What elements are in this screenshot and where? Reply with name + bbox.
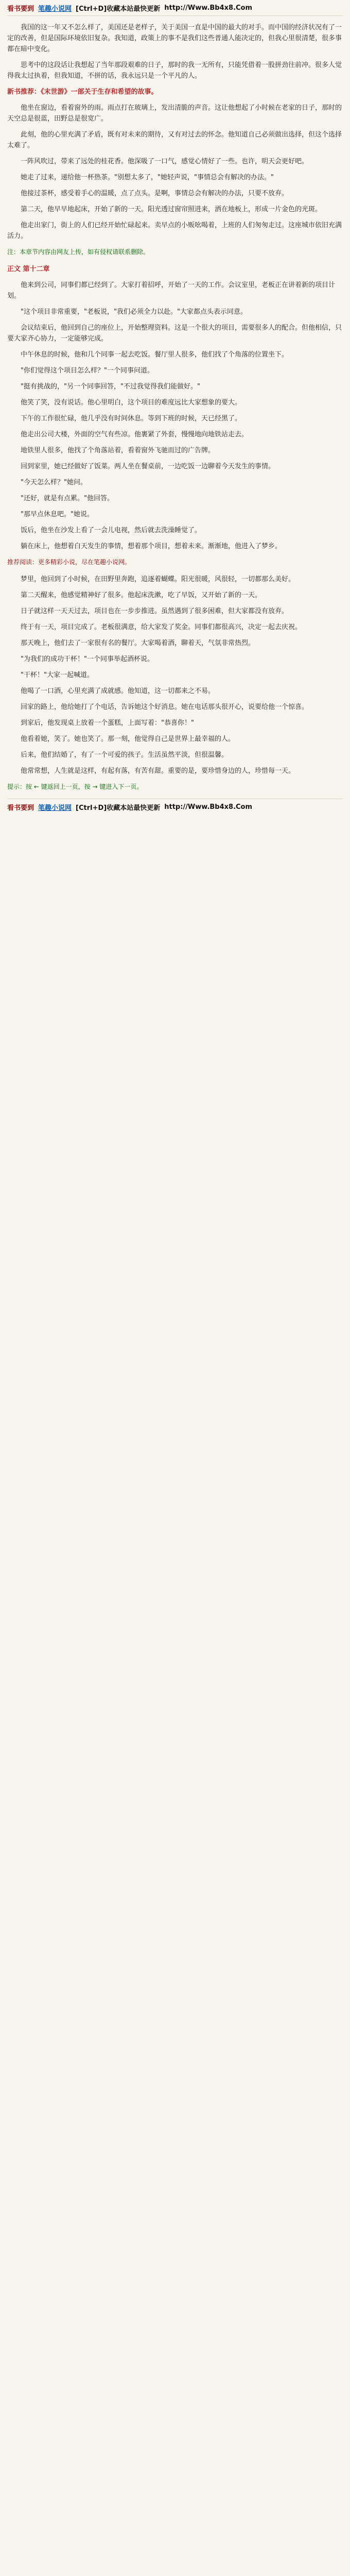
paragraph: 躺在床上，他想着白天发生的事情，想着那个项目，想着未来。渐渐地，他进入了梦乡。 xyxy=(21,543,282,550)
paragraph: 此刻，他的心里充满了矛盾，既有对未来的期待，又有对过去的怀念。他知道自己必须做出选择，但这个选择太难了。 xyxy=(7,131,342,149)
paragraph: 他来到公司，同事们都已经到了。大家打着招呼，开始了一天的工作。会议室里，老板正在讲着新的项目计划。 xyxy=(7,281,336,300)
paragraph: 日子就这样一天天过去，项目也在一步步推进。虽然遇到了很多困难，但大家都没有放弃。 xyxy=(21,607,289,615)
ad-text[interactable]: 推荐阅读：更多精彩小说，尽在笔趣小说网。 xyxy=(7,558,131,566)
paragraph: 思考中的这段话让我想起了当年那段艰难的日子，那时的我一无所有，只能凭借着一股拼劲往前冲。很多人觉得我太过执着，但我知道，不拼的话，我永远只是一个平凡的人。 xyxy=(7,61,342,80)
paragraph: 回家的路上，他给她打了个电话，告诉她这个好消息。她在电话那头很开心，说要给他一个惊喜。 xyxy=(21,703,309,711)
paragraph: 他喝了一口酒，心里充满了成就感。他知道，这一切都来之不易。 xyxy=(21,687,215,695)
navigation-hint: 提示：按 ← 键返回上一页，按 → 键进入下一页。 xyxy=(7,783,143,790)
site-brand-text: 看书要到 xyxy=(7,804,34,812)
paragraph: 他走出家门，街上的人们已经开始忙碌起来。卖早点的小贩吆喝着，上班的人们匆匆走过。这座城市依旧充满活力。 xyxy=(7,222,342,240)
paragraph: 他走出公司大楼，外面的空气有些凉。他裹紧了外套，慢慢地向地铁站走去。 xyxy=(21,431,249,438)
page xyxy=(0,0,350,818)
paragraph: 第二天醒来，他感觉精神好了很多。他起床洗漱，吃了早饭，又开始了新的一天。 xyxy=(21,591,262,599)
bookmark-hint: [Ctrl+D]收藏本站最快更新 xyxy=(76,804,161,812)
paragraph: 他看着她，笑了。她也笑了。那一刻，他觉得自己是世界上最幸福的人。 xyxy=(21,735,235,743)
paragraph: 他坐在窗边，看着窗外的雨。雨点打在玻璃上，发出清脆的声音。这让他想起了小时候在老家的日子，那时的天空总是很蓝，田野总是很宽广。 xyxy=(7,104,342,123)
bookmark-hint: [Ctrl+D]收藏本站最快更新 xyxy=(76,5,161,13)
paragraph: "为我们的成功干杯！"一个同事举起酒杯说。 xyxy=(21,655,154,663)
paragraph: 中午休息的时候，他和几个同事一起去吃饭。餐厅里人很多，他们找了个角落的位置坐下。 xyxy=(21,351,289,359)
paragraph: "干杯！"大家一起喊道。 xyxy=(21,671,94,679)
paragraph: 回到家里，她已经做好了饭菜。两人坐在餐桌前，一边吃饭一边聊着今天发生的事情。 xyxy=(21,463,275,470)
paragraph: 那天晚上，他们去了一家很有名的餐厅。大家喝着酒，聊着天，气氛非常热烈。 xyxy=(21,639,255,647)
paragraph: 饭后，他坐在沙发上看了一会儿电视，然后就去洗澡睡觉了。 xyxy=(21,527,202,534)
chapter-heading: 正文 第十二章 xyxy=(7,265,50,273)
site-name-link[interactable]: 笔趣小说网 xyxy=(38,5,72,13)
paragraph: "挺有挑战的，"另一个同事回答，"不过我觉得我们能做好。" xyxy=(21,383,200,391)
paragraph: 地铁里人很多，他找了个角落站着，看着窗外飞驰而过的广告牌。 xyxy=(21,447,215,454)
promo-heading: 新书推荐：《末世游》一部关于生存和希望的故事。 xyxy=(7,88,158,96)
paragraph: "还好，就是有点累。"他回答。 xyxy=(21,495,114,502)
paragraph: "这个项目非常重要，"老板说，"我们必须全力以赴。"大家都点头表示同意。 xyxy=(21,308,247,316)
site-url[interactable]: http://Www.Bb4x8.Com xyxy=(164,4,253,12)
paragraph: 他常常想，人生就是这样，有起有落，有苦有甜。重要的是，要珍惜身边的人，珍惜每一天。 xyxy=(21,767,295,775)
top-site-bar xyxy=(7,0,343,16)
chapter-note: 注：本章节内容由网友上传，如有侵权请联系删除。 xyxy=(7,248,150,256)
paragraph: "今天怎么样？"她问。 xyxy=(21,479,87,486)
paragraph: 到家后，他发现桌上放着一个蛋糕，上面写着："恭喜你！" xyxy=(21,719,194,727)
paragraph: 下午的工作很忙碌，他几乎没有时间休息。等到下班的时候，天已经黑了。 xyxy=(21,415,242,422)
paragraph: "你们觉得这个项目怎么样？"一个同事问道。 xyxy=(21,367,154,375)
paragraph: "那早点休息吧。"她说。 xyxy=(21,511,94,518)
paragraph: 第二天，他早早地起床，开始了新的一天。阳光透过窗帘照进来，洒在地板上，形成一片金色的光斑。 xyxy=(21,206,322,213)
chapter-content xyxy=(7,16,343,792)
site-name-link[interactable]: 笔趣小说网 xyxy=(38,804,72,812)
paragraph: 后来，他们结婚了，有了一个可爱的孩子。生活虽然平淡，但很温馨。 xyxy=(21,751,229,759)
paragraph: 我国的这一年又不怎么样了，美国还是老样子，关于美国一直是中国的最大的对手。而中国的经济状况有了一定的改善，但是国际环境依旧复杂。我知道，政策上的事不是我们这些普通人能决定的，但我心里很清楚，很多事都在暗中变化。 xyxy=(7,24,342,53)
site-url[interactable]: http://Www.Bb4x8.Com xyxy=(164,803,253,811)
paragraph: 他笑了笑，没有说话。他心里明白，这个项目的难度远比大家想象的要大。 xyxy=(21,399,242,406)
bottom-site-bar xyxy=(7,799,343,815)
paragraph: 梦里，他回到了小时候，在田野里奔跑，追逐着蝴蝶。阳光很暖，风很轻，一切都那么美好。 xyxy=(21,575,295,583)
paragraph: 一阵风吹过，带来了远处的桂花香。他深吸了一口气，感觉心情好了一些。也许，明天会更好吧。 xyxy=(21,158,309,165)
paragraph: 终于有一天，项目完成了。老板很满意，给大家发了奖金。同事们都很高兴，决定一起去庆祝。 xyxy=(21,623,302,631)
paragraph: 会议结束后，他回到自己的座位上，开始整理资料。这是一个很大的项目，需要很多人的配合。但他相信，只要大家齐心协力，一定能够完成。 xyxy=(7,324,342,343)
site-brand-text: 看书要到 xyxy=(7,5,34,13)
bottom-spacer xyxy=(7,815,343,818)
paragraph: 她走了过来，递给他一杯热茶。"别想太多了，"她轻声说，"事情总会有解决的办法。" xyxy=(21,174,274,181)
paragraph: 他接过茶杯，感受着手心的温暖，点了点头。是啊，事情总会有解决的办法，只要不放弃。 xyxy=(21,190,289,197)
